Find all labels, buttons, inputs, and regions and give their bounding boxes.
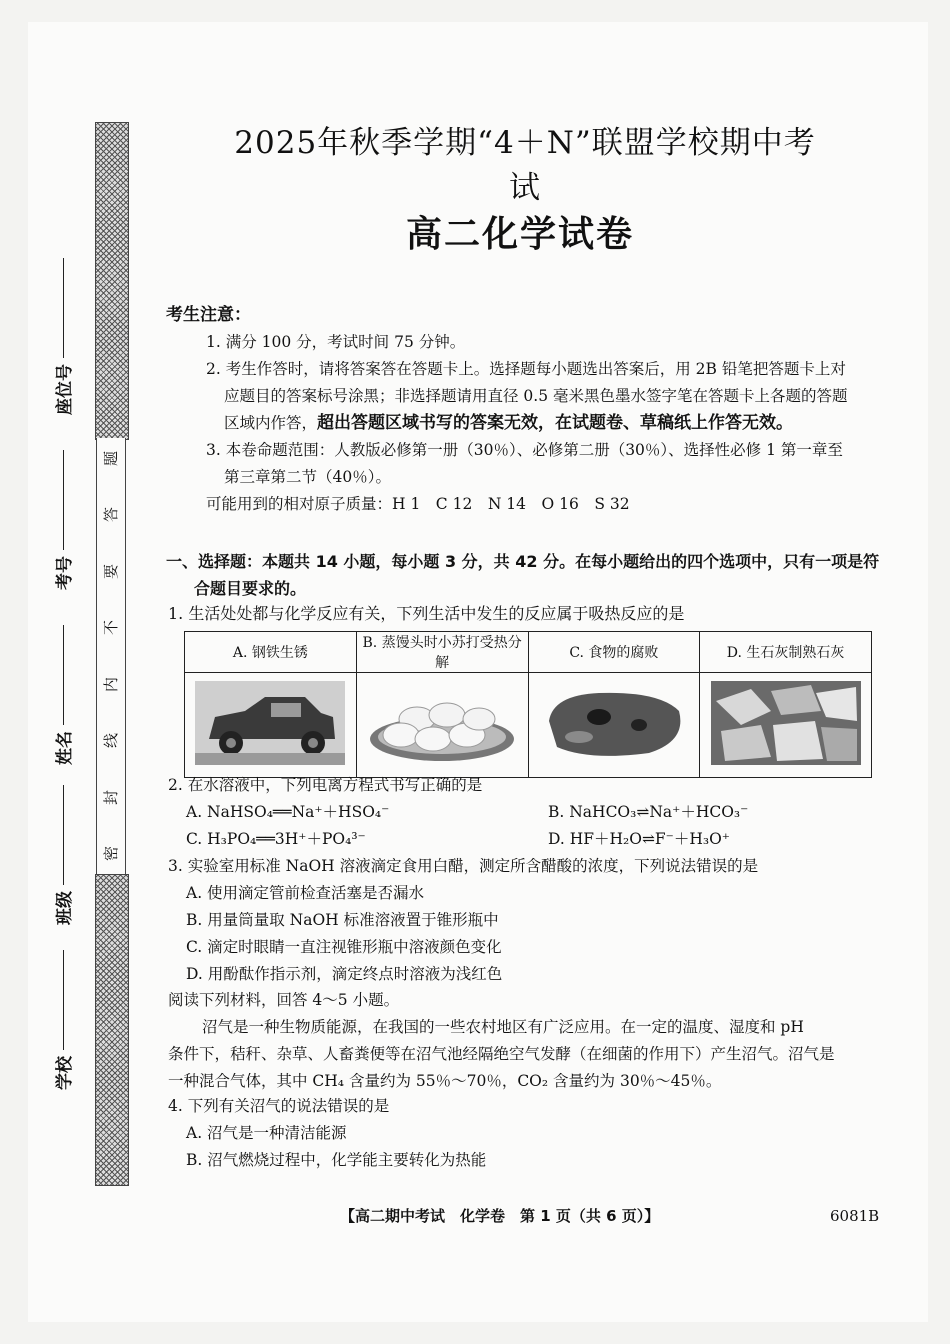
- notice-item: 3. 本卷命题范围：人教版必修第一册（30％）、必修第二册（30％）、选择性必修 1 第一章至: [206, 441, 843, 459]
- page-footer: 【高二期中考试 化学卷 第 1 页（共 6 页）】: [340, 1207, 660, 1225]
- notice-item: 2. 考生作答时，请将答案答在答题卡上。选择题每小题选出答案后，用 2B 铅笔把答题卡上对: [206, 360, 846, 378]
- class-field[interactable]: [50, 785, 75, 925]
- reading-paragraph: 条件下，秸秆、杂草、人畜粪便等在沼气池经隔绝空气发酵（在细菌的作用下）产生沼气。沼气是: [168, 1045, 835, 1063]
- name-field[interactable]: [50, 625, 75, 765]
- reading-intro: 阅读下列材料，回答 4～5 小题。: [168, 991, 400, 1009]
- seal-line-text: [96, 438, 126, 874]
- school-label: 学校: [55, 1056, 75, 1090]
- exam-title: 2025年秋季学期“4＋N”联盟学校期中考试: [234, 125, 816, 206]
- question-4: [168, 1093, 868, 1174]
- notice-text: 区域内作答，: [224, 414, 318, 432]
- seat-number-label: 座位号: [55, 364, 75, 415]
- seal-char: 线: [102, 733, 121, 749]
- option-a[interactable]: A. 使用滴定管前检查活塞是否漏水: [186, 884, 425, 902]
- option-b[interactable]: B. 用量筒量取 NaOH 标准溶液置于锥形瓶中: [186, 911, 499, 929]
- option-b[interactable]: B. NaHCO₃⇌Na⁺＋HCO₃⁻: [548, 803, 749, 821]
- seal-char: 要: [102, 563, 121, 579]
- section-heading-line: 合题目要求的。: [194, 579, 307, 598]
- reading-material: [168, 987, 878, 1095]
- question-4-stem: 4. 下列有关沼气的说法错误的是: [168, 1097, 390, 1115]
- steamed-buns-image: [356, 673, 528, 778]
- seal-char: 内: [102, 676, 121, 692]
- option-a[interactable]: A. 沼气是一种清洁能源: [186, 1124, 347, 1142]
- question-3: [168, 853, 868, 988]
- question-2: [168, 772, 868, 853]
- exam-number-field[interactable]: [50, 450, 75, 590]
- seat-number-field[interactable]: [50, 258, 75, 415]
- seal-char: 题: [102, 450, 121, 467]
- notice-item: 第三章第二节（40％）。: [224, 468, 391, 486]
- question-2-stem: 2. 在水溶液中，下列电离方程式书写正确的是: [168, 776, 483, 794]
- rotten-food-image: [528, 673, 700, 778]
- notice-section: [166, 302, 886, 518]
- binding-strip-top: [95, 122, 129, 440]
- option-b-label[interactable]: B. 蒸馒头时小苏打受热分解: [356, 632, 528, 673]
- section-heading: [166, 548, 886, 602]
- option-d[interactable]: D. HF＋H₂O⇌F⁻＋H₃O⁺: [548, 830, 730, 848]
- notice-emphasis: 超出答题区域书写的答案无效，在试题卷、草稿纸上作答无效。: [317, 413, 794, 433]
- option-b[interactable]: B. 沼气燃烧过程中，化学能主要转化为热能: [186, 1151, 487, 1169]
- notice-item: 1. 满分 100 分，考试时间 75 分钟。: [206, 333, 466, 351]
- option-c-label[interactable]: C. 食物的腐败: [528, 632, 700, 673]
- seal-char: 答: [102, 507, 121, 523]
- name-label: 姓名: [55, 731, 75, 765]
- binding-strip-bottom: [95, 874, 129, 1186]
- question-1-options: [184, 631, 872, 778]
- school-field[interactable]: [50, 950, 75, 1090]
- options-row: [168, 826, 868, 853]
- option-c[interactable]: C. 滴定时眼睛一直注视锥形瓶中溶液颜色变化: [186, 938, 502, 956]
- option-a[interactable]: A. NaHSO₄══Na⁺＋HSO₄⁻: [186, 803, 390, 821]
- notice-item: 应题目的答案标号涂黑；非选择题请用直径 0.5 毫米黑色墨水签字笔在答题卡上各题的答题: [224, 387, 848, 405]
- option-a-label[interactable]: A. 钢铁生锈: [185, 632, 357, 673]
- options-row: [168, 799, 868, 826]
- atomic-masses: 可能用到的相对原子质量：H 1 C 12 N 14 O 16 S 32: [206, 495, 630, 513]
- question-3-stem: 3. 实验室用标准 NaOH 溶液滴定食用白醋，测定所含醋酸的浓度，下列说法错误的是: [168, 857, 759, 875]
- rusty-car-image: [185, 673, 357, 778]
- notice-heading: 考生注意：: [166, 305, 251, 325]
- reading-paragraph: 沼气是一种生物质能源，在我国的一些农村地区有广泛应用。在一定的温度、湿度和 pH: [202, 1018, 804, 1036]
- class-label: 班级: [55, 891, 75, 925]
- paper-title: 高二化学试卷: [405, 214, 634, 255]
- exam-number-label: 考号: [55, 556, 75, 590]
- seal-char: 封: [102, 789, 121, 805]
- seal-char: 密: [102, 845, 121, 861]
- seal-char: 不: [102, 620, 121, 636]
- notice-item: [206, 410, 886, 437]
- section-heading-line: 一、选择题：本题共 14 小题，每小题 3 分，共 42 分。在每小题给出的四个选项中，只有一项是符: [166, 552, 880, 571]
- quicklime-image: [700, 673, 872, 778]
- question-1-stem: 1. 生活处处都与化学反应有关，下列生活中发生的反应属于吸热反应的是: [168, 604, 685, 623]
- option-c[interactable]: C. H₃PO₄══3H⁺＋PO₄³⁻: [186, 830, 366, 848]
- reading-paragraph: 一种混合气体，其中 CH₄ 含量约为 55％～70％，CO₂ 含量约为 30％～45％。: [168, 1072, 722, 1090]
- option-d[interactable]: D. 用酚酞作指示剂，滴定终点时溶液为浅红色: [186, 965, 503, 983]
- option-d-label[interactable]: D. 生石灰制熟石灰: [700, 632, 872, 673]
- paper-code: 6081B: [830, 1207, 880, 1225]
